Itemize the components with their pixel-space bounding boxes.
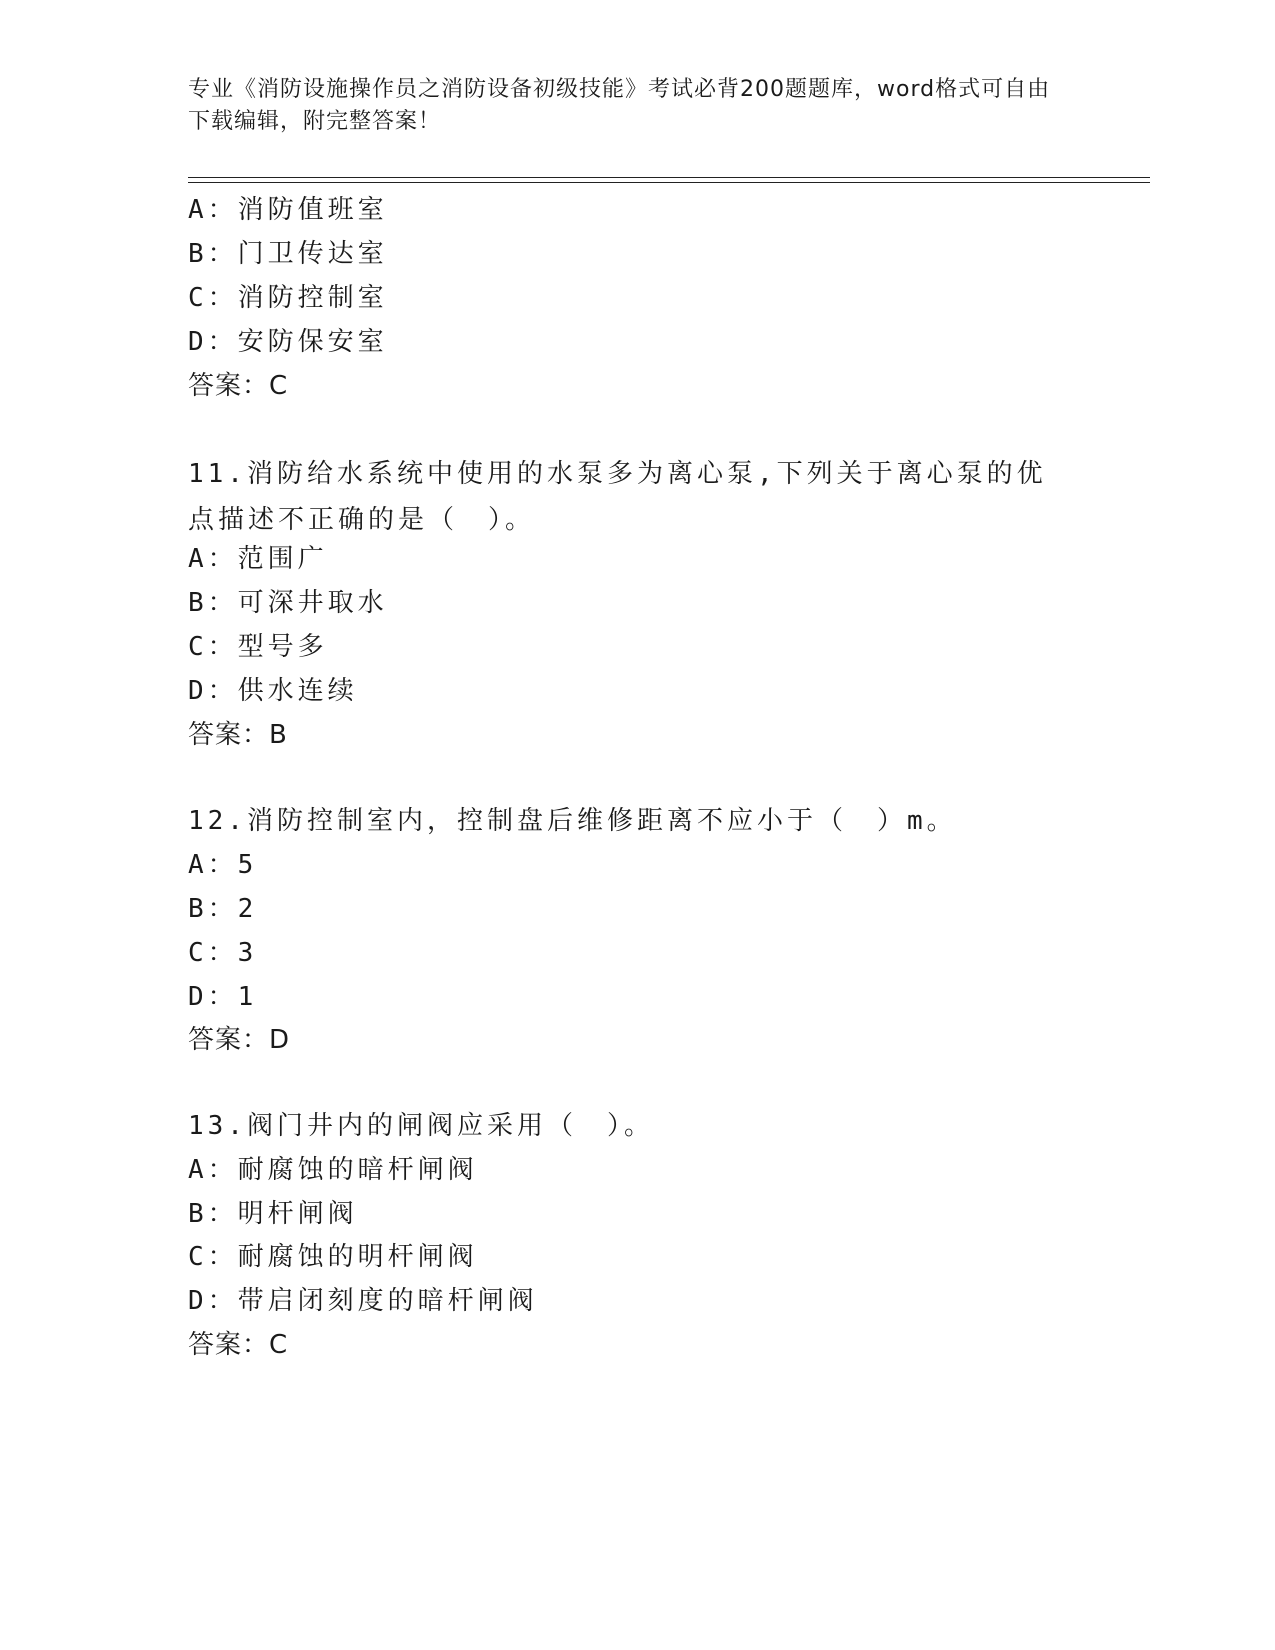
document-header: 专业《消防设施操作员之消防设备初级技能》考试必背200题题库，word格式可自由下载编辑，附完整答案！	[188, 77, 1051, 134]
q10-option-d: D：安防保安室	[188, 327, 388, 357]
q13-option-a: A：耐腐蚀的暗杆闸阀	[188, 1155, 478, 1185]
q13-answer: 答案：C	[188, 1330, 289, 1360]
q10-option-a: A：消防值班室	[188, 195, 388, 225]
q10-option-b: B：门卫传达室	[188, 239, 388, 269]
q11-option-c: C：型号多	[188, 632, 328, 662]
q13-option-d: D：带启闭刻度的暗杆闸阀	[188, 1286, 538, 1316]
q11-answer: 答案：B	[188, 720, 288, 750]
q13-stem: 13.阀门井内的闸阀应采用（ ）。	[188, 1111, 654, 1141]
q12-option-d: D：1	[188, 982, 258, 1012]
q13-option-c: C：耐腐蚀的明杆闸阀	[188, 1242, 478, 1272]
q10-answer: 答案：C	[188, 371, 289, 401]
q12-option-c: C：3	[188, 938, 258, 968]
q13-option-b: B：明杆闸阀	[188, 1199, 358, 1229]
header-rule-top	[188, 177, 1150, 178]
q12-option-b: B：2	[188, 894, 258, 924]
header-rule-bottom	[188, 182, 1150, 183]
q10-option-c: C：消防控制室	[188, 283, 388, 313]
q11-option-a: A：范围广	[188, 544, 328, 574]
q11-option-d: D：供水连续	[188, 676, 358, 706]
q12-stem: 12.消防控制室内，控制盘后维修距离不应小于（ ）m。	[188, 806, 957, 836]
q11-stem: 11.消防给水系统中使用的水泵多为离心泵,下列关于离心泵的优点描述不正确的是（ ）。	[188, 459, 1047, 535]
q12-answer: 答案：D	[188, 1025, 291, 1055]
q11-option-b: B：可深井取水	[188, 588, 388, 618]
q12-option-a: A：5	[188, 850, 258, 880]
